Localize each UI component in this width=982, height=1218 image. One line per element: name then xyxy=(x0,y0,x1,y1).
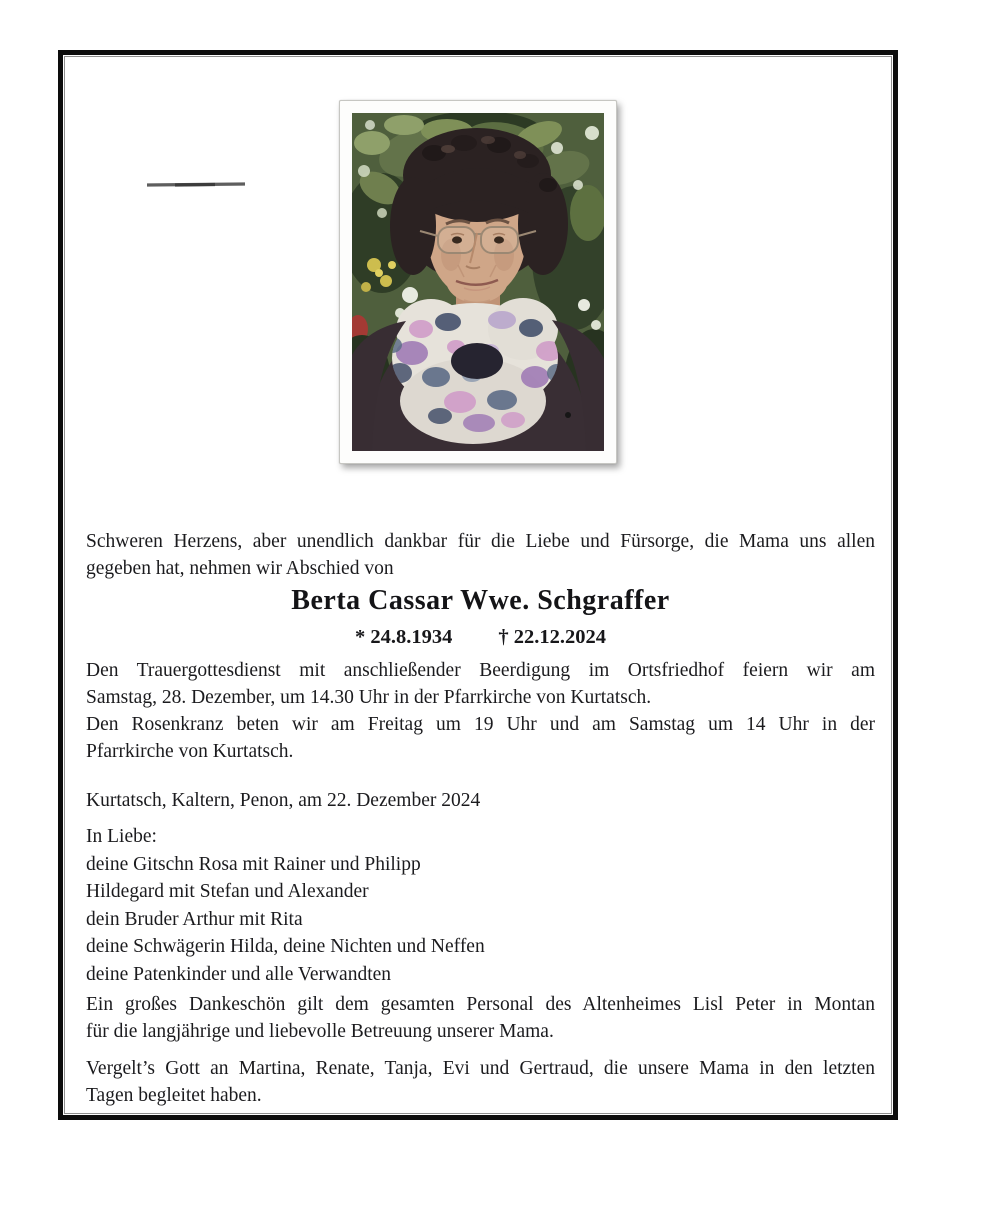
paragraph xyxy=(86,711,875,765)
text-line: deine Patenkinder und alle Verwandten xyxy=(86,963,392,985)
card-content xyxy=(64,56,892,1114)
text-line: Pfarrkirche von Kurtatsch. xyxy=(86,741,294,762)
card-header xyxy=(86,100,875,468)
text-line: für die langjährige und liebevolle Betreuung unserer Mama. xyxy=(86,1021,554,1042)
text-line: In Liebe: xyxy=(86,826,157,847)
card-frame xyxy=(58,50,898,1120)
text-line: gegeben hat, nehmen wir Abschied von xyxy=(86,558,394,579)
text-line: Kurtatsch, Kaltern, Penon, am 22. Dezember 2024 xyxy=(86,790,481,811)
paragraph xyxy=(86,528,875,582)
elderly-woman-portrait-illustration xyxy=(352,113,604,451)
gratitude-paragraph xyxy=(86,1055,875,1109)
text-line: dein Bruder Arthur mit Rita xyxy=(86,908,303,930)
text-line: deine Schwägerin Hilda, deine Nichten und Neffen xyxy=(86,936,485,957)
paragraph xyxy=(86,1055,875,1109)
place-dateline xyxy=(86,787,875,814)
service-info xyxy=(86,657,875,765)
paragraph xyxy=(86,657,875,711)
paragraph xyxy=(86,787,875,814)
family-list xyxy=(86,823,875,988)
birth-date: * 24.8.1934 xyxy=(355,626,453,648)
paragraph xyxy=(86,851,875,879)
paragraph xyxy=(86,823,875,851)
paragraph xyxy=(86,991,875,1045)
life-dates xyxy=(86,625,875,650)
text-line: Tagen begleitet haben. xyxy=(86,1085,262,1106)
paragraph xyxy=(86,933,875,961)
text-line: Den Rosenkranz beten wir am Freitag um 19 Uhr und am Samstag um 14 Uhr in der xyxy=(86,714,875,735)
intro-paragraph xyxy=(86,528,875,582)
text-line: Den Trauergottesdienst mit anschließender Beerdigung im Ortsfriedhof feiern wir am xyxy=(86,660,875,681)
death-date: † 22.12.2024 xyxy=(498,626,606,648)
text-line: Ein großes Dankeschön gilt dem gesamten Personal des Altenheimes Lisl Peter in Montan xyxy=(86,994,875,1015)
text-line: deine Gitschn Rosa mit Rainer und Philipp xyxy=(86,853,421,875)
text-line: Hildegard mit Stefan und Alexander xyxy=(86,881,369,902)
text-line: Samstag, 28. Dezember, um 14.30 Uhr in der Pfarrkirche von Kurtatsch. xyxy=(86,687,652,708)
thanks-paragraph xyxy=(86,991,875,1045)
text-line: Vergelt’s Gott an Martina, Renate, Tanja, Evi und Gertraud, die unsere Mama in den letzten xyxy=(86,1058,875,1079)
text-line: Schweren Herzens, aber unendlich dankbar für die Liebe und Fürsorge, die Mama uns allen xyxy=(86,531,875,552)
paragraph xyxy=(86,961,875,989)
latin-cross-icon xyxy=(145,111,250,471)
paragraph xyxy=(86,906,875,934)
deceased-name: Berta Cassar Wwe. Schgraffer xyxy=(291,585,670,616)
paragraph xyxy=(86,878,875,906)
portrait-photo xyxy=(339,100,617,464)
